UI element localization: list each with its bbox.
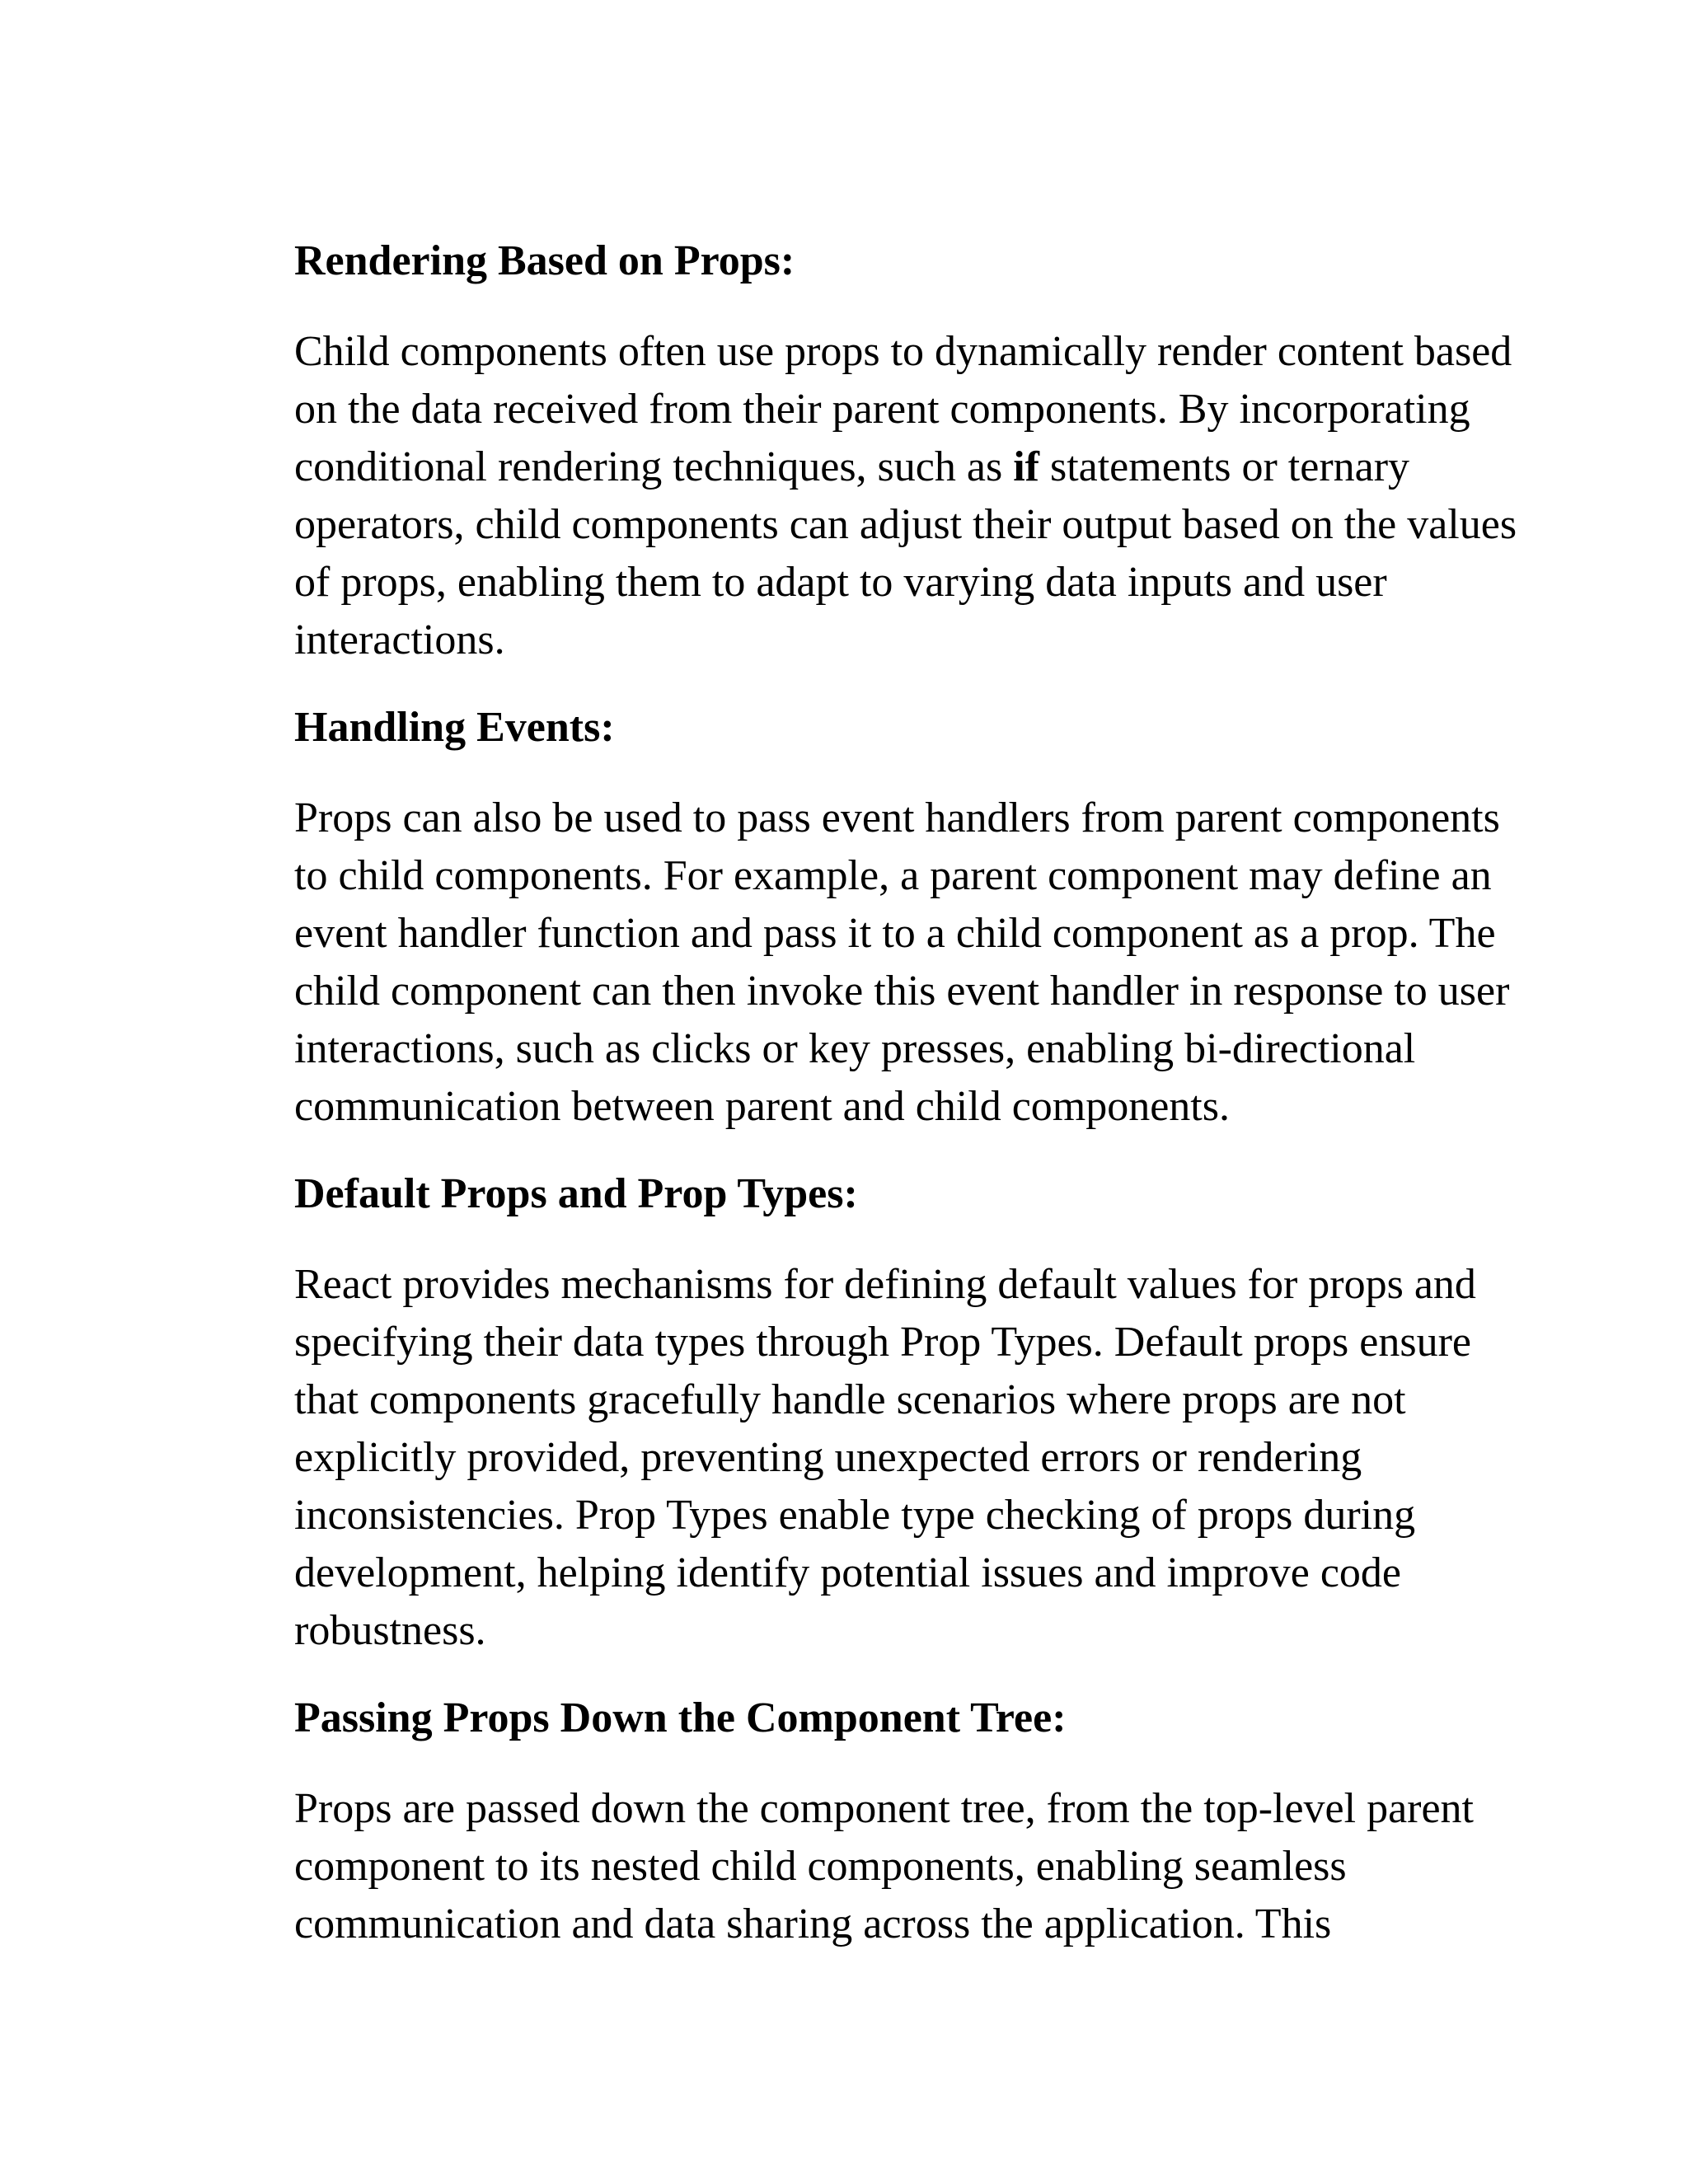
text-line: component to its nested child components, enabling seamless [294, 1843, 1347, 1890]
paragraph-rendering-based-on-props [294, 323, 1547, 669]
text-line: communication between parent and child components. [294, 1083, 1230, 1130]
text-line-mixed [294, 438, 1547, 496]
text-line: interactions. [294, 616, 505, 663]
text-line: Props are passed down the component tree, from the top-level parent [294, 1785, 1474, 1832]
text-line: development, helping identify potential issues and improve code [294, 1549, 1402, 1596]
text-line: of props, enabling them to adapt to varying data inputs and user [294, 559, 1387, 606]
section-heading-passing-props-down: Passing Props Down the Component Tree: [294, 1694, 1067, 1741]
text-line: Props can also be used to pass event handlers from parent components [294, 794, 1500, 841]
text-line: specifying their data types through Prop Types. Default props ensure [294, 1319, 1471, 1366]
text-line: communication and data sharing across the application. This [294, 1900, 1332, 1947]
section-heading-rendering-based-on-props: Rendering Based on Props: [294, 237, 795, 284]
text-line: on the data received from their parent components. By incorporating [294, 386, 1470, 433]
text-line: explicitly provided, preventing unexpected errors or rendering [294, 1434, 1362, 1481]
text-line: event handler function and pass it to a child component as a prop. The [294, 910, 1496, 957]
paragraph-handling-events [294, 790, 1547, 1136]
text-line: to child components. For example, a parent component may define an [294, 852, 1492, 899]
text-line: inconsistencies. Prop Types enable type checking of props during [294, 1492, 1416, 1539]
paragraph-passing-props-down [294, 1780, 1547, 1953]
section-heading-default-props-and-prop-types: Default Props and Prop Types: [294, 1170, 858, 1217]
section-heading-handling-events: Handling Events: [294, 704, 615, 751]
text-line: React provides mechanisms for defining default values for props and [294, 1261, 1476, 1308]
text-run: statements or ternary [1039, 443, 1410, 490]
text-line: interactions, such as clicks or key presses, enabling bi-directional [294, 1025, 1416, 1072]
bold-keyword-if: if [1013, 443, 1039, 490]
document-body [294, 232, 1547, 1983]
text-line: Child components often use props to dynamically render content based [294, 328, 1512, 375]
text-line: that components gracefully handle scenarios where props are not [294, 1376, 1406, 1423]
paragraph-default-props-and-prop-types [294, 1256, 1547, 1660]
text-line: operators, child components can adjust their output based on the values [294, 501, 1517, 548]
text-line: child component can then invoke this event handler in response to user [294, 968, 1510, 1015]
text-run: conditional rendering techniques, such as [294, 443, 1014, 490]
text-line: robustness. [294, 1607, 486, 1654]
